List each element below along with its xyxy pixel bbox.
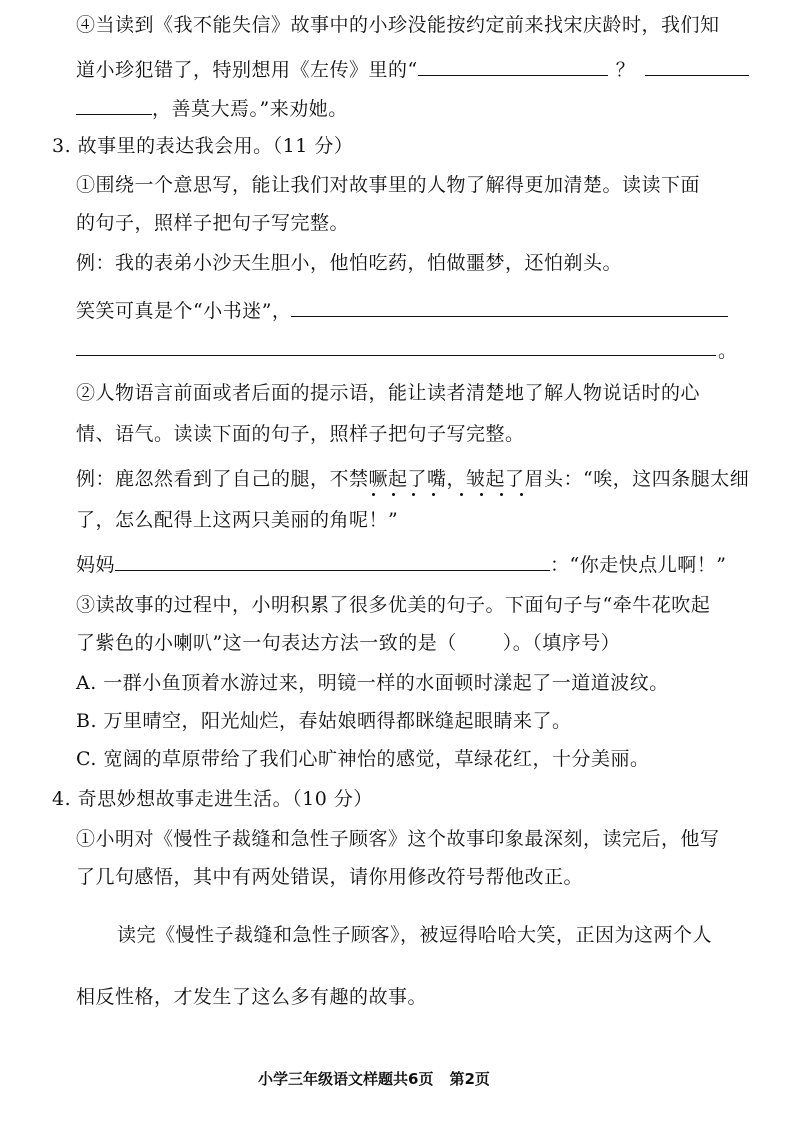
emphasis-dot xyxy=(500,493,503,496)
footer-title: 小学三年级语文样题共6页 xyxy=(258,1070,434,1088)
q2-item4-question-mark: ？ xyxy=(615,59,636,81)
q3-item1-answer-line-2[interactable] xyxy=(76,355,716,356)
q3-item3-line1: ③读故事的过程中，小明积累了很多优美的句子。下面句子与“牵牛花吹起 xyxy=(76,594,711,616)
footer-page-number: 第2页 xyxy=(449,1070,490,1088)
page-footer xyxy=(258,1068,490,1089)
q3-item3-line2-suffix: ）。（填序号） xyxy=(502,632,621,654)
q3-item1-line1: ①围绕一个意思写，能让我们对故事里的人物了解得更加清楚。读读下面 xyxy=(76,174,701,196)
q3-item2-prompt-prefix: 妈妈 xyxy=(76,554,116,576)
q3-item2-line2: 情、语气。读读下面的句子，照样子把句子写完整。 xyxy=(76,423,525,445)
emphasis-dot xyxy=(432,493,435,496)
q3-item3-line2-prefix: 了紫色的小喇叭”这一句表达方法一致的是（ xyxy=(76,632,457,654)
q3-item3-option-a: A. 一群小鱼顶着水游过来，明镜一样的水面顿时漾起了一道道波纹。 xyxy=(76,672,669,694)
emphasis-dot xyxy=(480,493,483,496)
emphasis-dot xyxy=(372,493,375,496)
q3-heading: 3. 故事里的表达我会用。（11 分） xyxy=(52,135,354,157)
q4-passage-line1: 读完《慢性子裁缝和急性子顾客》，被逗得哈哈大笑，正因为这两个人 xyxy=(117,924,713,946)
q3-item3-line2 xyxy=(76,630,620,656)
q3-item2-prompt xyxy=(76,550,726,578)
q3-item1-prompt xyxy=(76,296,728,324)
q3-item2-example-line1: 例：鹿忽然看到了自己的腿，不禁噘起了嘴，皱起了眉头：“唉，这四条腿太细 xyxy=(76,468,750,490)
q2-blank-2[interactable] xyxy=(645,55,749,76)
q3-item2-answer-line[interactable] xyxy=(115,550,550,571)
q4-heading: 4. 奇思妙想故事走进生活。（10 分） xyxy=(52,788,373,810)
q3-item2-line1: ②人物语言前面或者后面的提示语，能让读者清楚地了解人物说话时的心 xyxy=(76,382,701,404)
q2-blank-1[interactable] xyxy=(418,55,608,76)
q2-item4-line3 xyxy=(76,94,348,122)
q2-item4-line2 xyxy=(76,55,749,83)
q3-item2-prompt-suffix: ：“你走快点儿啊！” xyxy=(550,554,727,576)
q3-item3-option-b: B. 万里晴空，阳光灿烂，春姑娘晒得都眯缝起眼睛来了。 xyxy=(76,710,572,732)
emphasis-dot xyxy=(460,493,463,496)
q3-item1-answer-line-1[interactable] xyxy=(291,296,728,317)
q3-item1-end-mark: 。 xyxy=(718,340,738,362)
emphasis-dot xyxy=(520,493,523,496)
emphasis-dot xyxy=(412,493,415,496)
q2-item4-line1: ④当读到《我不能失信》故事中的小珍没能按约定前来找宋庆龄时，我们知 xyxy=(76,14,720,36)
q4-item1-line1: ①小明对《慢性子裁缝和急性子顾客》这个故事印象最深刻，读完后，他写 xyxy=(76,828,720,850)
q3-item1-line2: 的句子，照样子把句子写完整。 xyxy=(76,212,350,234)
q4-passage-line2: 相反性格，才发生了这么多有趣的故事。 xyxy=(76,986,428,1008)
q4-item1-line2: 了几句感悟，其中有两处错误，请你用修改符号帮他改正。 xyxy=(76,866,584,888)
q3-item3-option-c: C. 宽阔的草原带给了我们心旷神怡的感觉，草绿花红，十分美丽。 xyxy=(76,748,650,770)
q2-item4-line2-prefix: 道小珍犯错了，特别想用《左传》里的“ xyxy=(76,59,418,81)
q2-item4-line3-suffix: ，善莫大焉。”来劝她。 xyxy=(152,98,348,120)
q3-item1-example: 例：我的表弟小沙天生胆小，他怕吃药，怕做噩梦，还怕剃头。 xyxy=(76,252,623,274)
q3-item1-prompt-text: 笑笑可真是个“小书迷”， xyxy=(76,300,292,322)
emphasis-dot xyxy=(392,493,395,496)
q2-blank-3[interactable] xyxy=(76,94,152,115)
q3-item2-example-line2: 了，怎么配得上这两只美丽的角呢！” xyxy=(76,509,399,531)
